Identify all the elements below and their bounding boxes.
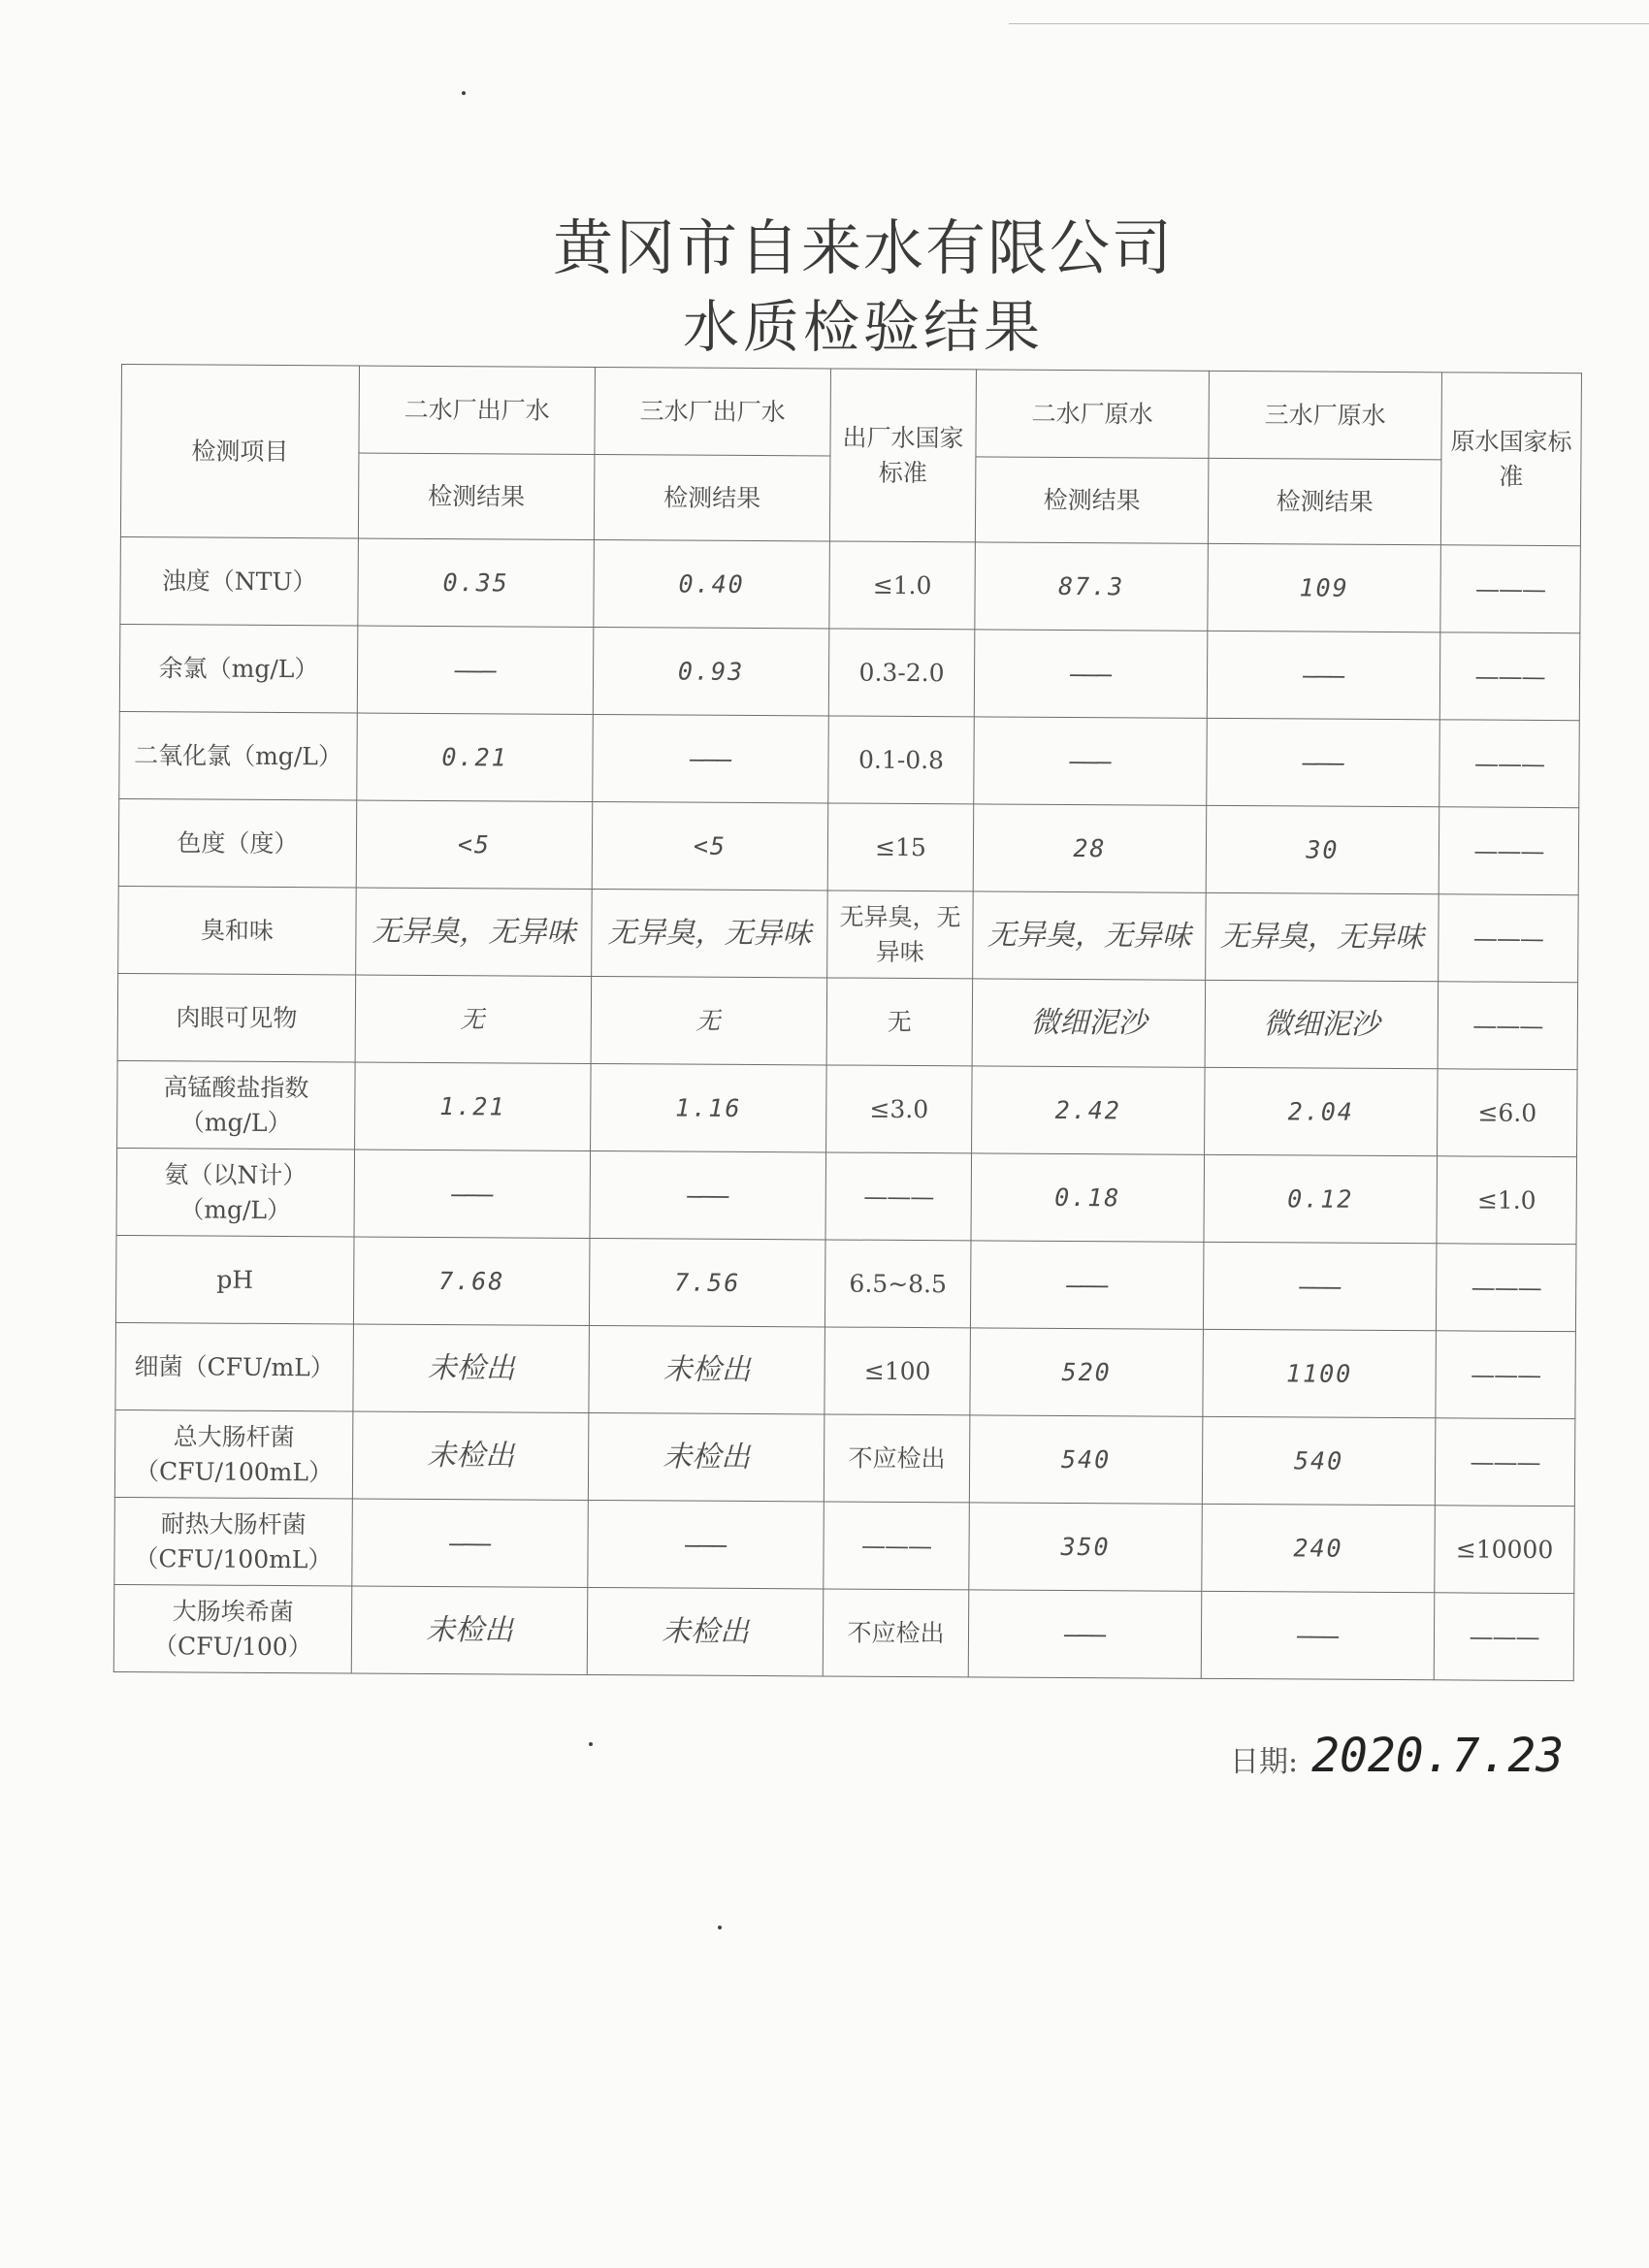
cell-p3-out: 0.93 bbox=[593, 627, 829, 715]
cell-item: 余氯（mg/L） bbox=[119, 624, 358, 712]
heading bbox=[0, 209, 1649, 366]
cell-p3-out: 0.40 bbox=[594, 539, 830, 628]
subheader-result: 检测结果 bbox=[1208, 458, 1441, 544]
cell-p3-raw: ——— bbox=[1201, 1591, 1435, 1679]
cell-p3-out: 7.56 bbox=[589, 1238, 825, 1326]
scan-speck bbox=[718, 1926, 722, 1929]
cell-out-std: 无异臭，无异味 bbox=[827, 891, 974, 979]
date-label: 日期: bbox=[1230, 1745, 1299, 1779]
cell-raw-std: ≤1.0 bbox=[1437, 1156, 1577, 1245]
cell-p2-raw: 无异臭，无异味 bbox=[973, 891, 1207, 980]
subheader-result: 检测结果 bbox=[358, 453, 595, 539]
table-row bbox=[117, 973, 1578, 1069]
table-row bbox=[117, 1060, 1578, 1156]
cell-p3-out: ——— bbox=[588, 1500, 824, 1588]
cell-p2-raw: 0.18 bbox=[971, 1153, 1205, 1242]
table-row bbox=[113, 1584, 1574, 1680]
cell-raw-std: ——— bbox=[1439, 807, 1579, 895]
cell-p3-out: <5 bbox=[592, 801, 828, 890]
cell-raw-std: ——— bbox=[1439, 632, 1580, 721]
cell-p2-raw: ——— bbox=[968, 1590, 1202, 1678]
cell-item: 臭和味 bbox=[118, 886, 357, 974]
cell-out-std: ——— bbox=[825, 1152, 972, 1241]
cell-out-std: 6.5~8.5 bbox=[824, 1240, 971, 1328]
date-value: 2020.7.23 bbox=[1311, 1729, 1565, 1783]
cell-out-std: 不应检出 bbox=[824, 1414, 970, 1503]
header-item: 检测项目 bbox=[120, 365, 359, 538]
header-plant3-out: 三水厂出厂水 bbox=[595, 367, 831, 455]
cell-out-std: ——— bbox=[824, 1502, 970, 1590]
cell-out-std: 0.1-0.8 bbox=[828, 716, 975, 804]
table-row bbox=[114, 1497, 1575, 1593]
cell-item: 浊度（NTU） bbox=[120, 536, 359, 625]
cell-p3-raw: 109 bbox=[1208, 543, 1441, 632]
table-row bbox=[114, 1409, 1575, 1506]
table-row bbox=[119, 711, 1580, 807]
cell-p2-raw: 微细泥沙 bbox=[972, 979, 1206, 1067]
cell-p2-raw: 87.3 bbox=[975, 542, 1209, 631]
scan-speck bbox=[462, 91, 466, 95]
cell-p2-raw: 520 bbox=[970, 1328, 1204, 1416]
cell-item: 二氧化氯（mg/L） bbox=[119, 711, 358, 799]
cell-p2-raw: ——— bbox=[974, 630, 1208, 718]
cell-out-std: 无 bbox=[826, 978, 973, 1066]
cell-p3-raw: ——— bbox=[1203, 1242, 1437, 1330]
cell-raw-std: ——— bbox=[1435, 1418, 1575, 1507]
water-quality-table bbox=[113, 364, 1582, 1681]
cell-p2-out: 0.35 bbox=[358, 538, 595, 627]
cell-raw-std: ——— bbox=[1438, 982, 1578, 1070]
cell-p3-out: 未检出 bbox=[587, 1587, 824, 1675]
header-raw-standard: 原水国家标准 bbox=[1440, 373, 1581, 546]
cell-item: 色度（度） bbox=[118, 798, 357, 887]
cell-p2-raw: ——— bbox=[970, 1241, 1204, 1329]
cell-p3-out: 无异臭，无异味 bbox=[592, 889, 828, 977]
cell-item: 总大肠杆菌（CFU/100mL） bbox=[114, 1409, 353, 1498]
header-row bbox=[121, 365, 1582, 461]
cell-p3-out: 无 bbox=[591, 976, 827, 1064]
cell-p2-out: 未检出 bbox=[352, 1411, 589, 1500]
cell-p3-raw: ——— bbox=[1207, 718, 1440, 806]
cell-p3-out: 未检出 bbox=[589, 1325, 825, 1413]
cell-p3-raw: 2.04 bbox=[1205, 1067, 1439, 1155]
cell-item: 耐热大肠杆菌（CFU/100mL） bbox=[114, 1497, 353, 1585]
cell-p3-raw: ——— bbox=[1207, 631, 1440, 719]
cell-p3-raw: 1100 bbox=[1203, 1329, 1437, 1417]
table-row bbox=[120, 536, 1581, 632]
cell-p3-out: 1.16 bbox=[591, 1063, 827, 1151]
cell-p2-raw: 28 bbox=[973, 804, 1207, 892]
date-line bbox=[1230, 1729, 1564, 1783]
cell-item: 大肠埃希菌（CFU/100） bbox=[113, 1584, 352, 1672]
cell-p3-raw: 540 bbox=[1202, 1416, 1436, 1505]
cell-p3-out: ——— bbox=[593, 714, 829, 802]
cell-p2-out: ——— bbox=[354, 1150, 591, 1238]
header-plant2-raw: 二水厂原水 bbox=[976, 370, 1210, 458]
cell-p2-out: 0.21 bbox=[357, 713, 594, 801]
header-plant2-out: 二水厂出厂水 bbox=[359, 366, 596, 454]
table-row bbox=[115, 1322, 1576, 1418]
cell-raw-std: ≤6.0 bbox=[1438, 1069, 1578, 1157]
cell-out-std: ≤100 bbox=[824, 1327, 971, 1415]
cell-p2-raw: 350 bbox=[969, 1503, 1203, 1591]
cell-raw-std: ≤10000 bbox=[1435, 1506, 1575, 1594]
table-row bbox=[118, 886, 1579, 982]
cell-p2-out: ——— bbox=[352, 1499, 589, 1587]
table-row bbox=[119, 624, 1580, 720]
cell-p2-raw: 2.42 bbox=[972, 1066, 1206, 1154]
cell-p3-out: 未检出 bbox=[588, 1412, 824, 1501]
cell-item: 高锰酸盐指数（mg/L） bbox=[117, 1060, 356, 1149]
cell-raw-std: ——— bbox=[1439, 720, 1580, 808]
cell-p3-raw: 30 bbox=[1206, 805, 1439, 893]
cell-out-std: ≤3.0 bbox=[826, 1065, 973, 1153]
company-title: 黄冈市自来水有限公司 bbox=[552, 212, 1174, 283]
cell-out-std: ≤15 bbox=[827, 803, 974, 891]
cell-p2-raw: 540 bbox=[969, 1415, 1203, 1504]
table-row bbox=[115, 1235, 1576, 1331]
header-plant3-raw: 三水厂原水 bbox=[1209, 371, 1442, 459]
cell-p2-out: 无 bbox=[355, 975, 592, 1063]
subheader-result: 检测结果 bbox=[594, 454, 830, 540]
cell-item: 肉眼可见物 bbox=[117, 973, 356, 1061]
cell-p2-out: 未检出 bbox=[351, 1586, 588, 1674]
header-out-standard: 出厂水国家标准 bbox=[829, 369, 976, 542]
scan-edge-line bbox=[1009, 23, 1649, 24]
cell-p3-out: ——— bbox=[590, 1150, 826, 1239]
cell-raw-std: ——— bbox=[1436, 1244, 1576, 1332]
cell-p2-out: ——— bbox=[357, 626, 594, 714]
cell-p2-out: 无异臭，无异味 bbox=[356, 888, 593, 976]
subheader-result: 检测结果 bbox=[975, 457, 1209, 543]
scan-speck bbox=[589, 1742, 593, 1746]
cell-item: 氨（以N计）（mg/L） bbox=[116, 1148, 355, 1236]
cell-p2-raw: ——— bbox=[974, 717, 1208, 805]
cell-p2-out: 1.21 bbox=[355, 1062, 592, 1150]
cell-raw-std: ——— bbox=[1436, 1331, 1576, 1419]
cell-raw-std: ——— bbox=[1434, 1593, 1574, 1681]
cell-p3-raw: 0.12 bbox=[1204, 1154, 1438, 1243]
cell-raw-std: ——— bbox=[1440, 545, 1581, 633]
cell-p2-out: 7.68 bbox=[353, 1237, 590, 1325]
cell-p3-raw: 无异臭，无异味 bbox=[1206, 892, 1439, 981]
cell-raw-std: ——— bbox=[1439, 894, 1579, 983]
cell-out-std: ≤1.0 bbox=[829, 541, 976, 630]
cell-out-std: 不应检出 bbox=[823, 1589, 969, 1677]
cell-p3-raw: 240 bbox=[1202, 1504, 1436, 1592]
report-title: 水质检验结果 bbox=[682, 294, 1044, 360]
cell-p3-raw: 微细泥沙 bbox=[1205, 980, 1439, 1068]
cell-item: 细菌（CFU/mL） bbox=[115, 1322, 354, 1410]
cell-p2-out: <5 bbox=[356, 800, 593, 889]
table-row bbox=[116, 1148, 1577, 1244]
cell-item: pH bbox=[115, 1235, 354, 1323]
cell-out-std: 0.3-2.0 bbox=[828, 629, 975, 717]
cell-p2-out: 未检出 bbox=[353, 1324, 590, 1412]
table-row bbox=[118, 798, 1579, 894]
